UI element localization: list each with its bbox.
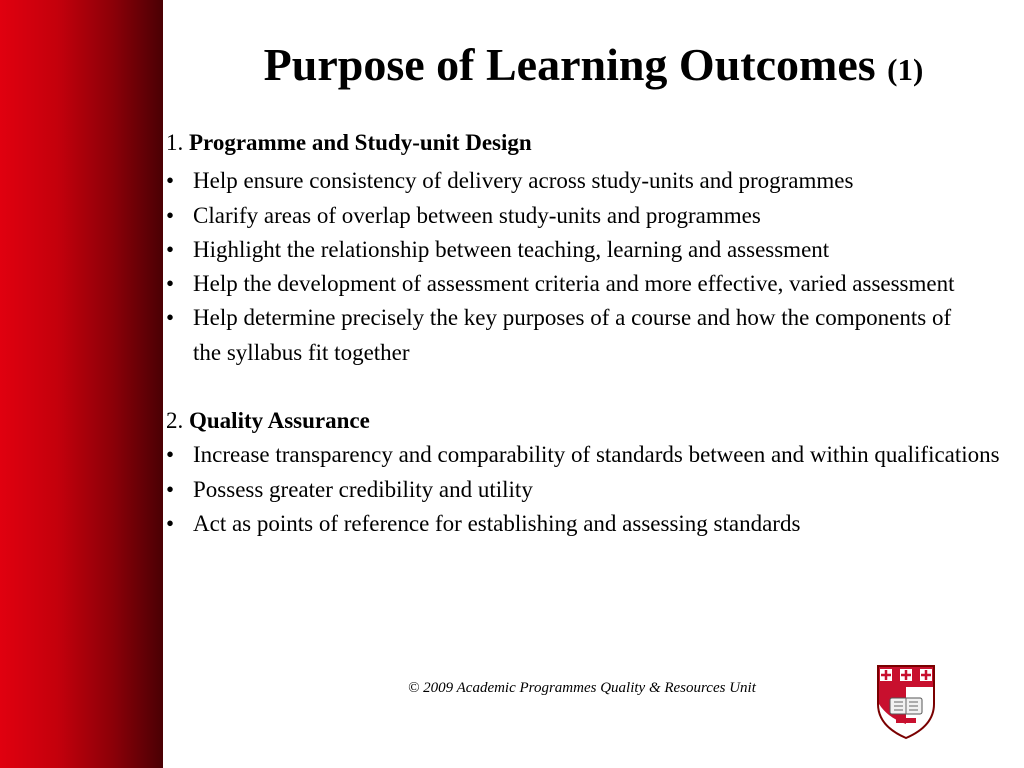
bullet-icon: •: [166, 442, 175, 468]
list-item: [166, 301, 1024, 370]
bullet-text: Help ensure consistency of delivery across study-units and programmes: [193, 168, 854, 194]
list-item: [166, 473, 1024, 507]
bullet-text: Highlight the relationship between teaching, learning and assessment: [193, 236, 830, 262]
bullet-icon: •: [166, 168, 175, 194]
bullet-icon: •: [166, 236, 175, 262]
bullet-icon: •: [166, 271, 175, 297]
bullet-text: Help the development of assessment criteria and more effective, varied assessment: [193, 271, 955, 297]
section-number: 1.: [166, 130, 184, 155]
red-gradient-sidebar: [0, 0, 163, 768]
bullet-text: Help determine precisely the key purposes of a course and how the components of the syllabus fit together: [193, 305, 952, 365]
slide-content: [166, 126, 1024, 541]
section-spacer: [166, 370, 1024, 404]
bullet-icon: •: [166, 202, 175, 228]
title-suffix: (1): [887, 52, 924, 87]
list-item: [166, 164, 1024, 198]
bullet-icon: •: [166, 476, 175, 502]
list-item: [166, 507, 1024, 541]
title-text: Purpose of Learning Outcomes: [263, 39, 876, 90]
list-item: [166, 438, 1024, 472]
slide-title: [163, 38, 1024, 97]
bullet-icon: •: [166, 305, 175, 331]
bullet-text: Increase transparency and comparability of standards between and within qualifications: [193, 442, 1000, 468]
bullet-text: Act as points of reference for establishing and assessing standards: [193, 510, 801, 536]
section-heading-quality: [166, 404, 1024, 438]
list-item: [166, 233, 1024, 267]
bullet-icon: •: [166, 510, 175, 536]
list-item: [166, 199, 1024, 233]
university-crest-icon: [876, 664, 936, 740]
section-number: 2.: [166, 408, 184, 434]
bullet-text: Clarify areas of overlap between study-units and programmes: [193, 202, 761, 228]
section-heading-text: Quality Assurance: [189, 408, 370, 434]
list-item: [166, 267, 1024, 301]
section-heading-design: [166, 126, 1024, 160]
bullet-text: Possess greater credibility and utility: [193, 476, 533, 502]
copyright-footer: © 2009 Academic Programmes Quality & Resources Unit: [408, 680, 756, 696]
section-heading-text: Programme and Study-unit Design: [189, 130, 532, 155]
